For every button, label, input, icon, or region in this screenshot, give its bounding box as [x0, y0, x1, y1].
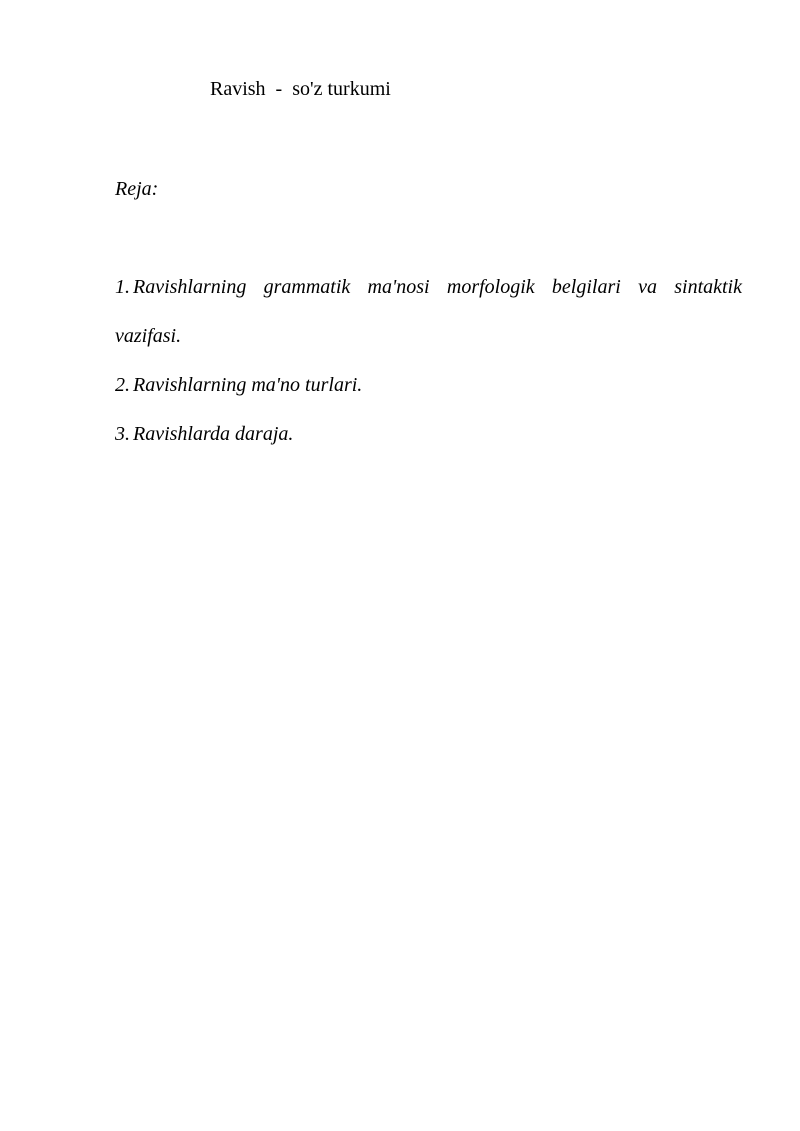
plan-item-number: 1.	[115, 276, 130, 298]
plan-item-1	[115, 274, 742, 349]
plan-item-text: Ravishlarning ma'no turlari.	[133, 374, 363, 396]
plan-item-1-line	[115, 274, 742, 300]
plan-item-number: 3.	[115, 423, 130, 445]
plan-item-2	[115, 372, 742, 398]
plan-list	[115, 274, 742, 470]
plan-item-1-continuation: vazifasi.	[115, 325, 182, 347]
plan-heading: Reja:	[115, 178, 159, 200]
plan-item-text: Ravishlarning grammatik ma'nosi morfologik belgilari va sintaktik	[133, 276, 742, 298]
document-title: Ravish - so'z turkumi	[210, 78, 391, 100]
plan-item-number: 2.	[115, 374, 130, 396]
plan-item-3	[115, 421, 742, 447]
plan-item-text: Ravishlarda daraja.	[133, 423, 294, 445]
